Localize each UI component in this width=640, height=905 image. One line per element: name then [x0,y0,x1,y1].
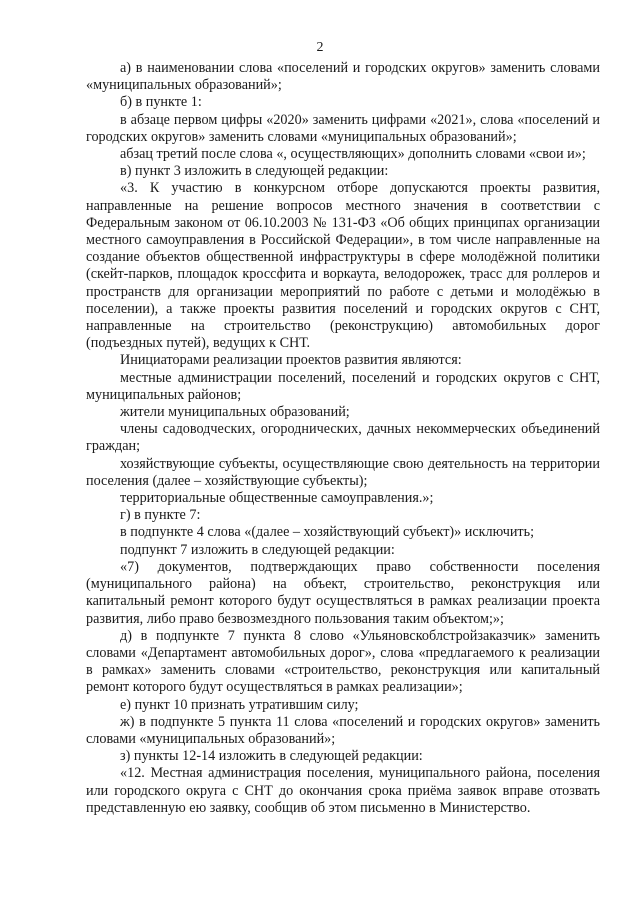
paragraph: местные администрации поселений, поселений и городских округов с СНТ, муниципальных районов; [86,369,600,403]
document-body [86,60,600,817]
paragraph: в абзаце первом цифры «2020» заменить цифрами «2021», слова «поселений и городских округов» заменить словами «муниципальных образований»; [86,111,600,145]
paragraph: г) в пункте 7: [120,507,201,524]
paragraph: подпункт 7 изложить в следующей редакции: [120,541,395,558]
paragraph: в) пункт 3 изложить в следующей редакции: [120,163,389,180]
paragraph: Инициаторами реализации проектов развития являются: [120,352,462,369]
paragraph: члены садоводческих, огороднических, дачных некоммерческих объединений граждан; [86,421,600,455]
paragraph: а) в наименовании слова «поселений и городских округов» заменить словами «муниципальных образований»; [86,60,600,94]
paragraph: е) пункт 10 признать утратившим силу; [120,696,359,713]
paragraph: «12. Местная администрация поселения, муниципального района, поселения или городского округа с СНТ до окончания срока приёма заявок вправе отозвать представленную ею заявку, сообщив об этом письменно в Министерство. [86,765,600,816]
paragraph: «7) документов, подтверждающих право собственности поселения (муниципального района) на объект, строительство, реконструкция или капитальный ремонт которого будут осуществляться в рамках реализации проекта развития, либо право безвозмездного пользования таким объектом;»; [86,558,600,627]
paragraph: д) в подпункте 7 пункта 8 слово «Ульяновскоблстройзаказчик» заменить словами «Департамент автомобильных дорог», слова «предлагаемого к реализации в рамках» заменить словами «строительство, реконструкция или капитальный ремонт которого будут осуществляться в рамках реализации»; [86,627,600,696]
paragraph: «3. К участию в конкурсном отборе допускаются проекты развития, направленные на решение вопросов местного значения в соответствии с Федеральным законом от 06.10.2003 № 131-ФЗ «Об общих принципах организации местного самоуправления в Российской Федерации», в том числе направленные на создание объектов общественной инфраструктуры в сфере молодёжной политики (скейт-парков, площадок кроссфита и воркаута, велодорожек, трасс для роллеров и пространств для организации мероприятий по работе с детьми и молодёжью в поселении), а также проекты развития поселений и городских округов с СНТ, направленные на строительство (реконструкцию) автомобильных дорог (подъездных путей), ведущих к СНТ. [86,180,600,352]
paragraph: ж) в подпункте 5 пункта 11 слова «поселений и городских округов» заменить словами «муниципальных образований»; [86,713,600,747]
paragraph: территориальные общественные самоуправления.»; [120,490,434,507]
paragraph: в подпункте 4 слова «(далее – хозяйствующий субъект)» исключить; [120,524,535,541]
paragraph: з) пункты 12-14 изложить в следующей редакции: [120,748,423,765]
page-number: 2 [316,40,324,55]
paragraph: б) в пункте 1: [120,94,202,111]
paragraph: абзац третий после слова «, осуществляющих» дополнить словами «свои и»; [120,146,586,163]
paragraph: хозяйствующие субъекты, осуществляющие свою деятельность на территории поселения (далее – хозяйствующие субъекты); [86,455,600,489]
paragraph: жители муниципальных образований; [120,404,350,421]
